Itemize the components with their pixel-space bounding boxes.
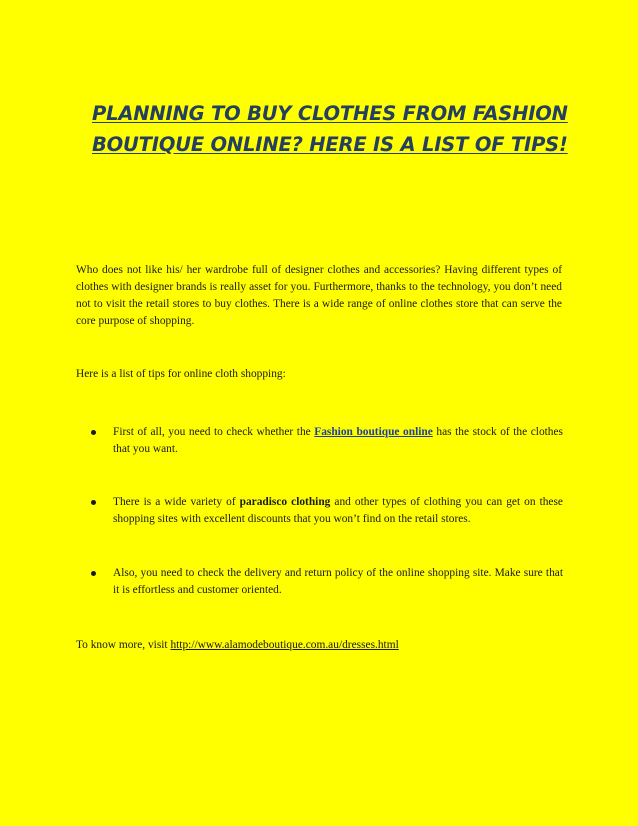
intro-paragraph: Who does not like his/ her wardrobe full of designer clothes and accessories? Having different types of clothes with designer brands is really asset for you. Furthermore, thanks to the technology, you don’t need not to visit the retail stores to buy clothes. There is a wide range of online clothes store that can serve the core purpose of shopping. — [76, 264, 562, 327]
tip-1-text-after: has the stock of the clothes that you want. — [113, 426, 563, 455]
bullet-icon — [91, 571, 96, 576]
tip-item-1 — [113, 424, 563, 458]
tip-1-text-before: First of all, you need to check whether the — [113, 426, 315, 438]
tip-2-text-before: There is a wide variety of — [113, 496, 240, 508]
tip-3-text: Also, you need to check the delivery and return policy of the online shopping site. Make sure that it is effortless and customer oriented. — [113, 567, 563, 596]
footer-paragraph — [76, 637, 562, 654]
tip-2-text-after: and other types of clothing you can get on these shopping sites with excellent discounts that you won’t find on the retail stores. — [113, 496, 563, 525]
footer-prefix: To know more, visit — [76, 639, 171, 651]
title-line-2: BOUTIQUE ONLINE? HERE IS A LIST OF TIPS! — [92, 133, 568, 156]
paradisco-clothing-text: paradisco clothing — [239, 496, 331, 508]
tips-intro-paragraph: Here is a list of tips for online cloth shopping: — [76, 368, 286, 380]
page-title — [92, 98, 572, 160]
bullet-icon — [91, 430, 96, 435]
bullet-icon — [91, 500, 96, 505]
fashion-boutique-online-link[interactable]: Fashion boutique online — [314, 426, 433, 438]
title-line-1: PLANNING TO BUY CLOTHES FROM FASHION — [92, 102, 568, 125]
tip-item-3 — [113, 565, 563, 599]
alamode-dresses-link[interactable]: http://www.alamodeboutique.com.au/dresses.html — [170, 639, 399, 651]
tip-item-2 — [113, 494, 563, 528]
